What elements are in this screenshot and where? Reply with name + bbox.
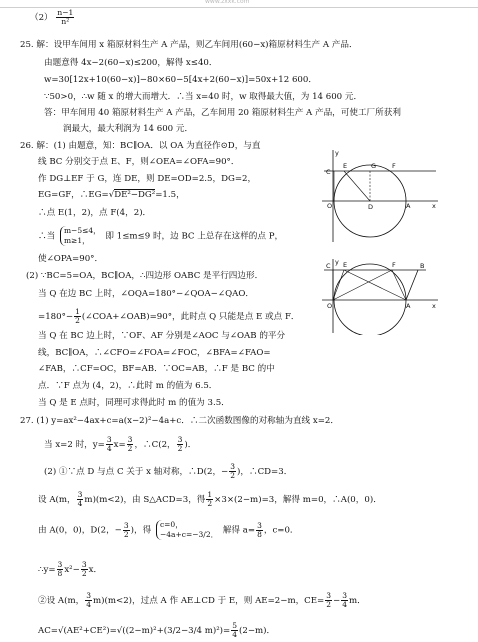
q26-line-14: 点．∵F 点为 (4，2)，∴此时 m 的值为 6.5． [38,381,218,391]
q26-line-4 [38,190,185,201]
fraction [231,622,238,639]
denominator: 8 [57,569,63,578]
numerator: 5 [232,621,238,630]
numerator: 3 [326,591,332,600]
q26-line-15: 当 Q 是 E 点时，同理可求得此时 m 的值为 3.5． [38,398,230,408]
label-c: C [326,168,331,176]
inequality: m≥1， [63,236,90,245]
text: )，得 [130,525,152,536]
denominator: 2 [81,569,87,578]
text: m)(m<2)，由 S△ACD=3，得 [84,495,206,505]
denominator: 4 [342,600,347,609]
q25-line-4: ∵50>0，∴w 随 x 的增大而增大．∴当 x=40 时，w 取得最大值，为 14 600 元． [44,92,363,102]
q27-line-8 [38,622,275,639]
denominator: 4 [77,499,83,508]
label-g: G [371,162,377,170]
label-y: y [335,258,339,266]
equation-system [156,520,218,540]
q27-line-3 [44,463,292,480]
fraction [57,561,64,578]
numerator: 3 [81,560,87,569]
q27-line-5 [38,520,299,540]
numerator: 3 [57,560,63,569]
segment-de [344,171,370,201]
text: )，∴CD=3． [237,467,293,477]
denominator: 2 [230,471,236,480]
fraction [106,436,113,453]
q25-line-5: 答：甲车间用 40 箱原材料生产 A 产品，乙车间用 20 箱原材料生产 A 产品，可使工厂所获利 [44,108,401,118]
numerator: 3 [77,490,83,499]
text: m)(m<2)，过点 A 作 AE⊥CD 于 E，则 AE=2−m，CE= [93,596,325,606]
label-c: C [326,262,331,270]
sqrt: √DE²−DG² [108,190,156,200]
q26-line-9: 当 Q 在边 BC 上时，∠OQA=180°−∠QOA−∠QAO． [38,289,254,299]
page-header-bar [0,0,478,8]
text: ×3×(2−m)=3，解得 m=0，∴A(0，0)． [214,495,382,505]
label-f: F [392,261,396,269]
text: x= [113,440,126,450]
segment-ae [344,270,406,300]
q26-line-5: ∴点 E(1，2)，点 F(4，2)． [38,208,152,218]
q26-line-10 [38,308,300,325]
text: AC=√(AE²+CE²)=√((2−m)²+(3/2−3/4 m)²)= [38,626,231,636]
label-x: x [432,302,436,310]
label-f: F [392,162,396,170]
geometry-figure-2 [318,255,442,339]
q25-line-3: w=30[12x+10(60−x)]−80×60−5[4x+2(60−x)]=50x+12 600． [44,75,317,85]
q27-line-1: 27. (1) y=ax²−4ax+c=a(x−2)²−4a+c．∴二次函数图像的对称轴为直线 x=2． [20,416,339,426]
numerator: 3 [257,520,262,530]
denominator: 2 [207,499,213,508]
fraction [206,491,213,508]
label-o: O [327,302,333,310]
q27-line-4 [38,491,382,508]
denominator: 8 [257,529,262,539]
label-a: A [406,302,411,310]
numerator: 3 [177,435,183,444]
text: ∴y= [38,565,56,575]
fraction [81,561,88,578]
label-d: D [368,203,374,211]
denominator: 4 [86,600,92,609]
text: 由 A(0，0)，D(2，− [38,525,122,536]
q27-line-6 [38,561,102,578]
text: x． [88,565,103,575]
fraction [123,522,130,539]
fraction [229,463,236,480]
segment-ab [406,270,418,300]
denominator: 4 [106,444,112,453]
numerator: 1 [207,490,213,499]
q26-line-3: 作 DG⊥EF 于 G，连 DE，则 DE=OD=2.5，DG=2， [38,174,257,184]
inequality-system [60,226,101,246]
numerator: 3 [127,435,133,444]
fraction [177,436,184,453]
text: (2−m)． [239,626,276,636]
text: x²− [64,565,80,575]
fraction [341,592,348,609]
circle-d [334,264,406,335]
q26-line-8: (2) ∵BC=5=OA，BC∥OA，∴四边形 OABC 是平行四边形． [26,271,264,281]
denominator: 2 [177,444,183,453]
equation: c=0， [159,520,183,529]
fraction [127,436,134,453]
q27-line-2 [44,436,196,453]
text: 设 A(m， [38,495,76,505]
label-e: E [343,162,348,170]
text: ，c=0． [263,525,299,536]
text: ∴当 [38,231,56,242]
q26-line-13: ∠FAB，∴CF=OC，BF=AB．∵OC=AB，∴F 是 BC 的中 [38,364,275,374]
numerator: 3 [230,462,236,471]
text: ②设 A(m， [38,596,85,606]
label-y: y [335,149,339,157]
label-e: E [343,261,348,269]
denominator: 4 [232,630,238,639]
text: 当 x=2 时，y= [44,440,105,450]
q26-line-1: 26. 解：(1) 由题意，知：BC∥OA．以 OA 为直径作⊙D，与直 [20,141,261,151]
fraction [56,9,74,26]
fraction [325,592,332,609]
text: ，∴C(2， [134,440,176,450]
radicand: DE²−DG² [114,190,156,200]
q25-line-1: 25. 解：设甲车间用 x 箱原材料生产 A 产品，则乙车间用(60−x)箱原材料生产 A 产品． [20,40,358,50]
q26-line-11: 当 Q 在 BC 边上时，∵OF、AF 分别是∠AOC 与∠OAB 的平分 [38,331,286,341]
q27-line-7 [38,592,366,609]
numerator: 3 [123,520,129,530]
segment-af [392,270,406,300]
fraction [256,522,263,539]
text: （2） [30,13,53,23]
segment-of [333,270,392,300]
text: (2) ①∵点 D 与点 C 关于 x 轴对称，∴D(2，− [44,467,229,477]
label-o: O [327,202,333,210]
denominator: 2 [123,529,129,539]
q25-line-2: 由题意得 4x−2(60−x)≤200，解得 x≤40． [44,58,218,68]
text: 即 1≤m≤9 时，边 BC 上总存在这样的点 P， [105,231,284,242]
numerator: 3 [86,591,92,600]
q26-line-6 [38,226,283,246]
fraction [77,491,84,508]
numerator: 3 [106,435,112,444]
q25-line-6: 润最大，最大利润为 14 600 元． [63,124,194,134]
inequality: m−5≤4， [63,226,101,235]
text: − [333,596,341,606]
text: )． [184,440,197,450]
header-watermark: www.zxxk.com [205,0,250,5]
text: (∠COA+∠OAB)=90°，此时点 Q 只能是点 E 或点 F． [81,312,300,322]
fraction [85,592,92,609]
text: m． [349,596,366,606]
q26-line-12: 线，BC∥OA，∴∠CFO=∠FOA=∠FOC，∠BFA=∠FAO= [38,348,271,358]
text: 解得 a= [222,525,256,536]
fraction [74,308,81,325]
label-x: x [432,202,436,210]
denominator: 2 [75,316,80,325]
numerator: 3 [342,591,347,600]
q24-answer-2 [30,9,75,26]
q26-line-7: 使∠OPA=90°． [38,254,104,264]
label-a: A [406,202,411,210]
denominator: n² [61,17,70,26]
label-b: B [420,262,425,270]
denominator: 2 [127,444,133,453]
q26-line-2: 线 BC 分别交于点 E、F，则∠OEA=∠OFA=90°． [38,157,240,167]
text: =180°− [38,312,74,322]
numerator: 1 [75,307,80,316]
text: EG=GF，∴EG= [38,190,109,200]
text: =1.5， [155,190,185,200]
equation: −4a+c=−3/2． [159,530,219,539]
geometry-figure-1 [318,146,442,248]
numerator: n−1 [57,8,74,17]
denominator: 2 [326,600,332,609]
